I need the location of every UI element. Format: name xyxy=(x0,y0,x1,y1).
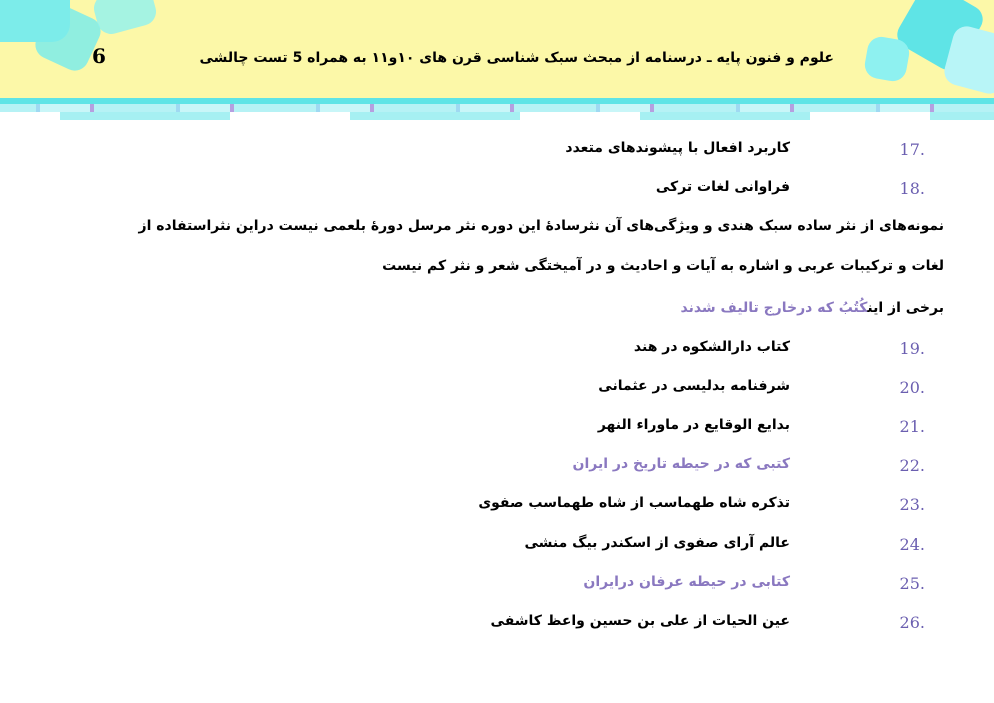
list-item-number: 20. xyxy=(899,378,925,397)
list-item-text: کتابی در حیطه عرفان درایران xyxy=(583,574,790,590)
list-item xyxy=(0,535,925,559)
header-divider xyxy=(0,104,994,112)
list-item-number: 24. xyxy=(899,535,925,554)
list-item-number: 19. xyxy=(899,339,925,358)
paragraph-line: لغات و ترکیبات عربی و اشاره به آیات و احادیث و در آمیختگی شعر و نثر کم نیست xyxy=(382,258,944,274)
some-books-highlight: کُتُبُ که درخارج تالیف شدند xyxy=(680,300,868,316)
list-item xyxy=(0,495,925,519)
list-item-text: عین الحیات از علی بن حسین واعظ کاشفی xyxy=(490,613,790,629)
list-item-number: 22. xyxy=(899,456,925,475)
list-item-text: کتاب دارالشکوه در هند xyxy=(633,339,790,355)
list-item-number: 21. xyxy=(899,417,925,436)
list-item-text: تذکره شاه طهماسب از شاه طهماسب صفوی xyxy=(478,495,790,511)
some-books-prefix: برخی از این xyxy=(867,300,944,316)
list-item-text: کاربرد افعال با پیشوندهای متعدد xyxy=(565,140,790,156)
list-item xyxy=(0,456,925,480)
list-item xyxy=(0,378,925,402)
list-item-text: شرفنامه بدلیسی در عثمانی xyxy=(598,378,790,394)
decorative-shape xyxy=(863,35,912,84)
list-item-text: عالم آرای صفوی از اسکندر بیگ منشی xyxy=(524,535,790,551)
page-number: 6 xyxy=(92,44,106,68)
list-item-text: فراوانی لغات ترکی xyxy=(655,179,790,195)
list-item xyxy=(0,613,925,637)
decorative-shape xyxy=(91,0,159,37)
page-title: علوم و فنون پایه ـ درسنامه از مبحث سبک شناسی قرن های ۱۰و۱۱ به همراه 5 تست چالشی xyxy=(199,50,834,66)
list-item-number: 18. xyxy=(899,179,925,198)
list-item xyxy=(0,140,925,164)
list-item-number: 17. xyxy=(899,140,925,159)
list-item xyxy=(0,574,925,598)
list-item xyxy=(0,339,925,363)
header-divider xyxy=(0,112,994,120)
list-item-number: 23. xyxy=(899,495,925,514)
list-item-number: 26. xyxy=(899,613,925,632)
some-books-heading xyxy=(680,300,944,316)
list-item-text: بدایع الوقایع در ماوراء النهر xyxy=(597,417,790,433)
list-item-number: 25. xyxy=(899,574,925,593)
list-item xyxy=(0,179,925,203)
paragraph-line: نمونه‌های از نثر ساده سبک هندی و ویژگی‌های آن نثرسادهٔ این دوره نثر مرسل دورهٔ بلعمی نیست دراین نثراستفاده از xyxy=(138,218,944,234)
page-header xyxy=(0,0,994,100)
list-item-text: کتبی که در حیطه تاریخ در ایران xyxy=(572,456,790,472)
list-item xyxy=(0,417,925,441)
